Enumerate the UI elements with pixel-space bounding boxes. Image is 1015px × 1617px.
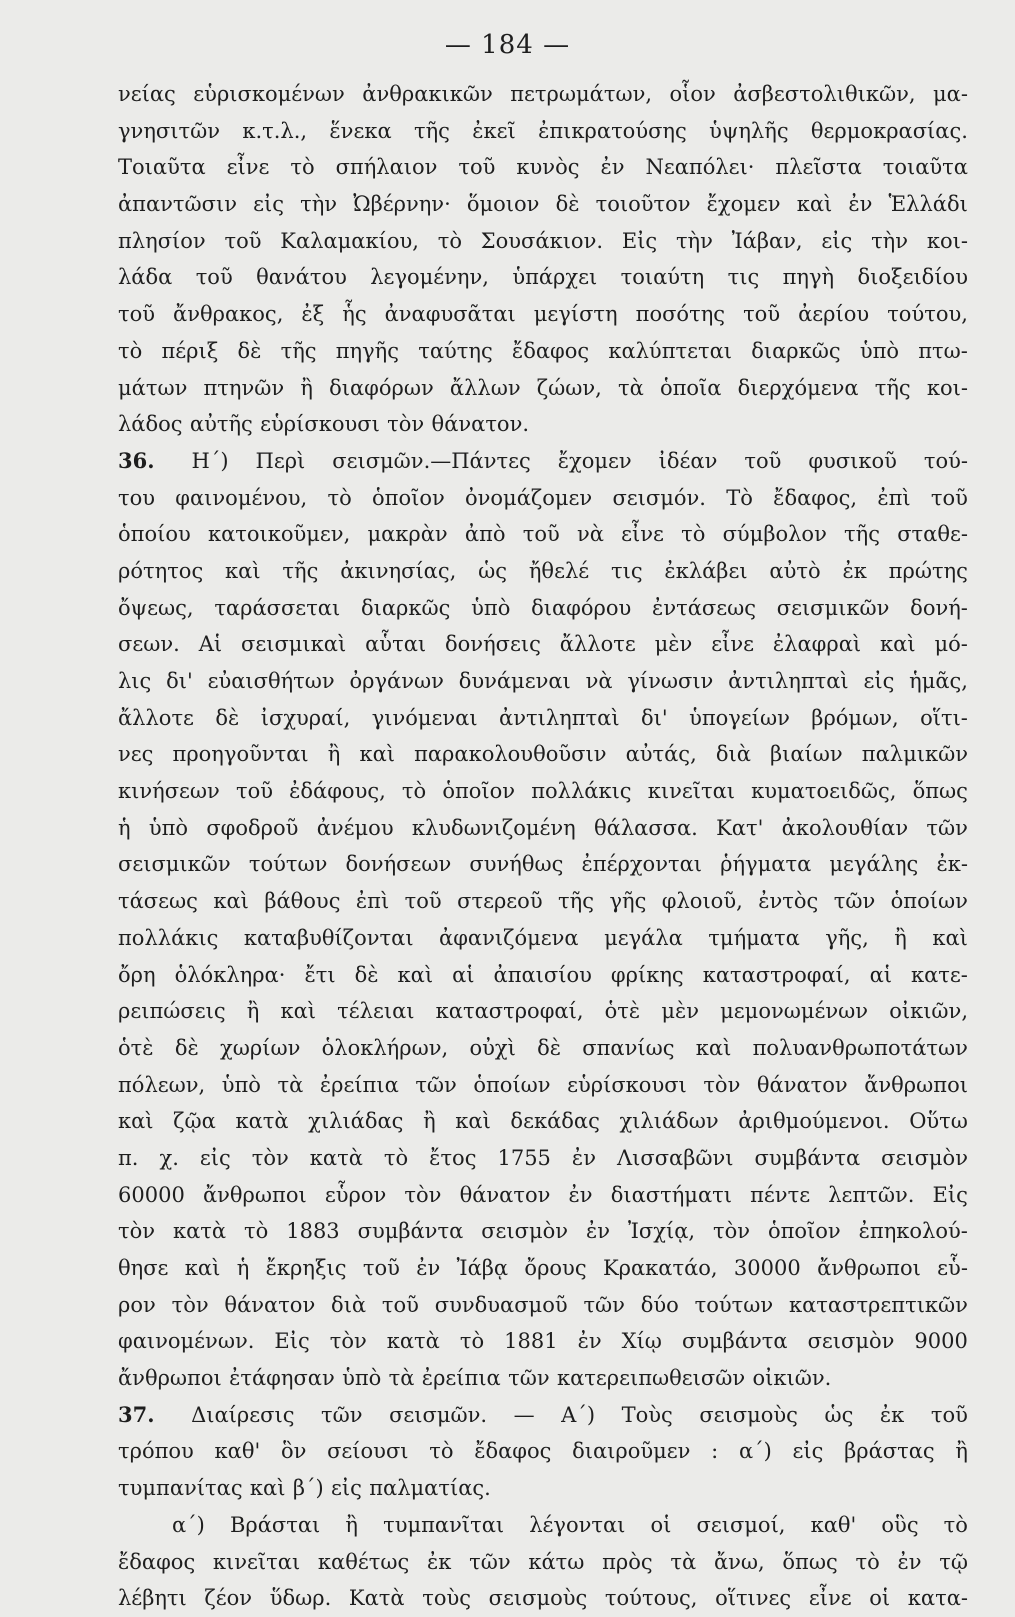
text-line: καὶ ζῷα κατὰ χιλιάδας ἢ καὶ δεκάδας χιλιάδων ἀριθμούμενοι. Οὕτω xyxy=(118,1109,968,1134)
text-line: ἄλλοτε δὲ ἰσχυραί, γινόμεναι ἀντιληπταὶ δι' ὑπογείων βρόμων, οἵτι- xyxy=(118,705,968,730)
text-line: θησε καὶ ἡ ἔκρηξις τοῦ ἐν Ἰάβᾳ ὄρους Κρακατάο, 30000 ἄνθρωποι εὗ- xyxy=(118,1256,968,1280)
text-line: τυμπανίτας καὶ β΄) εἰς παλματίας. xyxy=(118,1476,491,1501)
text-line: μάτων πτηνῶν ἢ διαφόρων ἄλλων ζώων, τὰ ὁποῖα διερχόμενα τῆς κοι- xyxy=(118,375,968,400)
text-line: νες προηγοῦνται ἢ καὶ παρακολουθοῦσιν αὐτάς, διὰ βιαίων παλμικῶν xyxy=(118,742,968,767)
text-line: λάδος αὐτῆς εὑρίσκουσι τὸν θάνατον. xyxy=(118,412,530,437)
text-line: λάδα τοῦ θανάτου λεγομένην, ὑπάρχει τοιαύτη τις πηγὴ διοξειδίου xyxy=(118,265,968,290)
text-line: ὁποίου κατοικοῦμεν, μακρὰν ἀπὸ τοῦ νὰ εἶνε τὸ σύμβολον τῆς σταθε- xyxy=(118,522,968,547)
body-text xyxy=(118,76,968,1617)
text-line: α΄) Βράσται ἢ τυμπανῖται λέγονται οἱ σεισμοί, καθ' οὓς τὸ xyxy=(172,1512,968,1537)
text-line: πλησίον τοῦ Καλαμακίου, τὸ Σουσάκιον. Εἰς τὴν Ἰάβαν, εἰς τὴν κοι- xyxy=(118,228,968,253)
text-line: του φαινομένου, τὸ ὁποῖον ὀνομάζομεν σεισμόν. Τὸ ἔδαφος, ἐπὶ τοῦ xyxy=(118,485,968,510)
text-line: σεων. Αἱ σεισμικαὶ αὗται δονήσεις ἄλλοτε μὲν εἶνε ἐλαφραὶ καὶ μό- xyxy=(118,632,968,657)
text-line: τάσεως καὶ βάθους ἐπὶ τοῦ στερεοῦ τῆς γῆς φλοιοῦ, ἐντὸς τῶν ὁποίων xyxy=(118,889,968,914)
text-line: ἔδαφος κινεῖται καθέτως ἐκ τῶν κάτω πρὸς τὰ ἄνω, ὅπως τὸ ἐν τῷ xyxy=(118,1549,968,1574)
text-line: σεισμικῶν τούτων δονήσεων συνήθως ἐπέρχονται ῥήγματα μεγάλης ἐκ- xyxy=(118,852,968,877)
text-line: ρειπώσεις ἢ καὶ τέλειαι καταστροφαί, ὁτὲ μὲν μεμονωμένων οἰκιῶν, xyxy=(118,999,968,1024)
text-line: κινήσεων τοῦ ἐδάφους, τὸ ὁποῖον πολλάκις κινεῖται κυματοειδῶς, ὅπως xyxy=(118,779,968,804)
text-line: 60000 ἄνθρωποι εὗρον τὸν θάνατον ἐν διαστήματι πέντε λεπτῶν. Εἰς xyxy=(118,1182,968,1207)
text-line: ἀπαντῶσιν εἰς τὴν Ὠβέρνην· ὅμοιον δὲ τοιοῦτον ἔχομεν καὶ ἐν Ἑλλάδι xyxy=(118,192,968,217)
text-line: τοῦ ἄνθρακος, ἐξ ἧς ἀναφυσᾶται μεγίστη ποσότης τοῦ ἀερίου τούτου, xyxy=(118,302,968,327)
text-line: Τοιαῦτα εἶνε τὸ σπήλαιον τοῦ κυνὸς ἐν Νεαπόλει· πλεῖστα τοιαῦτα xyxy=(118,155,968,180)
text-line: ἡ ὑπὸ σφοδροῦ ἀνέμου κλυδωνιζομένη θάλασσα. Κατ' ἀκολουθίαν τῶν xyxy=(118,815,968,840)
text-line: ὄψεως, ταράσσεται διαρκῶς ὑπὸ διαφόρου ἐντάσεως σεισμικῶν δονή- xyxy=(118,595,968,620)
text-line: τρόπου καθ' ὃν σείουσι τὸ ἔδαφος διαιροῦμεν : α΄) εἰς βράστας ἢ xyxy=(118,1439,968,1464)
text-line: ἄνθρωποι ἐτάφησαν ὑπὸ τὰ ἐρείπια τῶν κατερειπωθεισῶν οἰκιῶν. xyxy=(118,1366,832,1391)
text-line: πολλάκις καταβυθίζονται ἀφανιζόμενα μεγάλα τμήματα γῆς, ἢ καὶ xyxy=(118,925,968,950)
text-line: ρον τὸν θάνατον διὰ τοῦ συνδυασμοῦ τῶν δύο τούτων καταστρεπτικῶν xyxy=(118,1292,968,1317)
text-line: γνησιτῶν κ.τ.λ., ἕνεκα τῆς ἐκεῖ ἐπικρατούσης ὑψηλῆς θερμοκρασίας. xyxy=(118,118,968,143)
text-line: τὸν κατὰ τὸ 1883 συμβάντα σεισμὸν ἐν Ἰσχίᾳ, τὸν ὁποῖον ἐπηκολού- xyxy=(118,1219,968,1244)
text-line: 37. Διαίρεσις τῶν σεισμῶν. — Α΄) Τοὺς σεισμοὺς ὡς ἐκ τοῦ xyxy=(118,1401,968,1427)
text-line: νείας εὑρισκομένων ἀνθρακικῶν πετρωμάτων, οἷον ἀσβεστολιθικῶν, μα- xyxy=(118,82,968,106)
text-line: τὸ πέριξ δὲ τῆς πηγῆς ταύτης ἔδαφος καλύπτεται διαρκῶς ὑπὸ πτω- xyxy=(118,338,968,363)
page-number: — 184 — xyxy=(444,30,571,60)
text-line: λις δι' εὐαισθήτων ὀργάνων δυνάμεναι νὰ γίνωσιν ἀντιληπταὶ εἰς ἡμᾶς, xyxy=(118,669,968,693)
text-line: 36. Η΄) Περὶ σεισμῶν.—Πάντες ἔχομεν ἰδέαν τοῦ φυσικοῦ τού- xyxy=(118,447,968,473)
text-line: ὄρη ὁλόκληρα· ἔτι δὲ καὶ αἱ ἀπαισίου φρίκης καταστροφαί, αἱ κατε- xyxy=(118,962,968,987)
text-line: π. χ. εἰς τὸν κατὰ τὸ ἔτος 1755 ἐν Λισσαβῶνι συμβάντα σεισμὸν xyxy=(118,1145,968,1170)
text-line: λέβητι ζέον ὕδωρ. Κατὰ τοὺς σεισμοὺς τούτους, οἵτινες εἶνε οἱ κατα- xyxy=(118,1586,968,1611)
text-line: ὁτὲ δὲ χωρίων ὁλοκλήρων, οὐχὶ δὲ σπανίως καὶ πολυανθρωποτάτων xyxy=(118,1035,968,1060)
text-line: ρότητος καὶ τῆς ἀκινησίας, ὡς ἤθελέ τις ἐκλάβει αὐτὸ ἐκ πρώτης xyxy=(118,558,968,583)
text-line: φαινομένων. Εἰς τὸν κατὰ τὸ 1881 ἐν Χίῳ συμβάντα σεισμὸν 9000 xyxy=(118,1329,968,1354)
text-line: πόλεων, ὑπὸ τὰ ἐρείπια τῶν ὁποίων εὑρίσκουσι τὸν θάνατον ἄνθρωποι xyxy=(118,1072,968,1097)
